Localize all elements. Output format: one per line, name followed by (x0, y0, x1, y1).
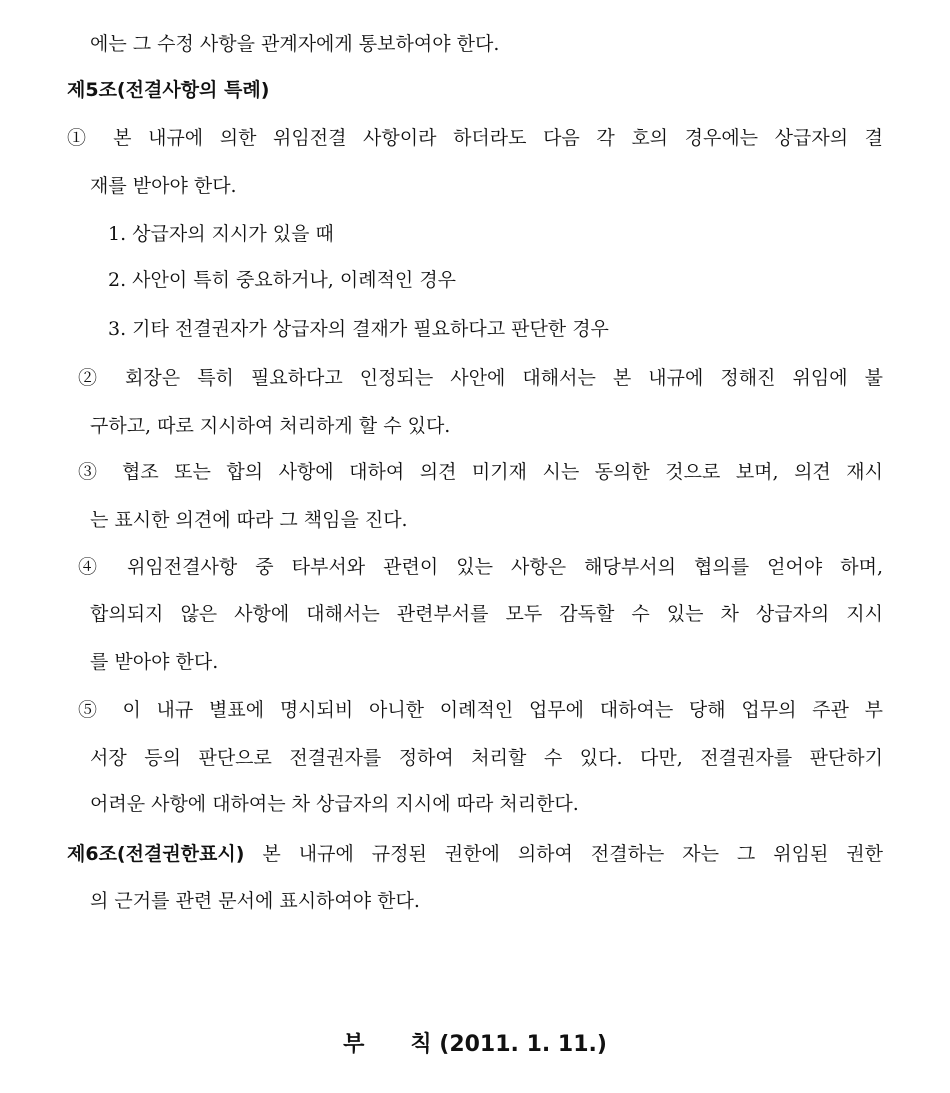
article5-item4-line2: 합의되지 않은 사항에 대해서는 관련부서를 모두 감독할 수 있는 차 상급자의 지시 (90, 603, 883, 625)
article5-subitem-2: 2. 사안이 특히 중요하거나, 이례적인 경우 (108, 269, 457, 291)
article6-line2: 의 근거를 관련 문서에 표시하여야 한다. (90, 890, 420, 912)
article5-item1-line1: ① 본 내규에 의한 위임전결 사항이라 하더라도 다음 각 호의 경우에는 상급자의 결 (67, 127, 883, 149)
article5-item2-line1: ② 회장은 특히 필요하다고 인정되는 사안에 대해서는 본 내규에 정해진 위임에 불 (78, 367, 883, 389)
continuation-line: 에는 그 수정 사항을 관계자에게 통보하여야 한다. (90, 33, 500, 55)
article5-item5-line3: 어려운 사항에 대하여는 차 상급자의 지시에 따라 처리한다. (90, 793, 579, 815)
article6-line1 (67, 840, 883, 868)
article5-item2-line2: 구하고, 따로 지시하여 처리하게 할 수 있다. (90, 415, 451, 437)
article5-item4-line3: 를 받아야 한다. (90, 651, 219, 673)
article6-line1-text: 본 내규에 규정된 권한에 의하여 전결하는 자는 그 위임된 권한 (262, 843, 883, 865)
article5-item3-line2: 는 표시한 의견에 따라 그 책임을 진다. (90, 509, 408, 531)
addendum-label-2: 칙 (410, 1032, 432, 1057)
article5-item3-line1: ③ 협조 또는 합의 사항에 대하여 의견 미기재 시는 동의한 것으로 보며, 의견 재시 (78, 461, 883, 483)
article5-heading: 제5조(전결사항의 특례) (67, 79, 270, 101)
article5-item5-line1: ⑤ 이 내규 별표에 명시되비 아니한 이례적인 업무에 대하여는 당해 업무의 주관 부 (78, 699, 883, 721)
article5-item5-line2: 서장 등의 판단으로 전결권자를 정하여 처리할 수 있다. 다만, 전결권자를 판단하기 (90, 747, 883, 769)
addendum-label-1: 부 (343, 1032, 365, 1057)
addendum-title (0, 1027, 950, 1058)
article5-item4-line1: ④ 위임전결사항 중 타부서와 관련이 있는 사항은 해당부서의 협의를 얻어야 하며, (78, 556, 883, 578)
article5-subitem-3: 3. 기타 전결권자가 상급자의 결재가 필요하다고 판단한 경우 (108, 318, 609, 340)
article6-heading: 제6조(전결권한표시) (67, 843, 245, 865)
addendum-date: (2011. 1. 11.) (439, 1032, 607, 1057)
article5-subitem-1: 1. 상급자의 지시가 있을 때 (108, 223, 334, 245)
article5-item1-line2: 재를 받아야 한다. (90, 175, 237, 197)
